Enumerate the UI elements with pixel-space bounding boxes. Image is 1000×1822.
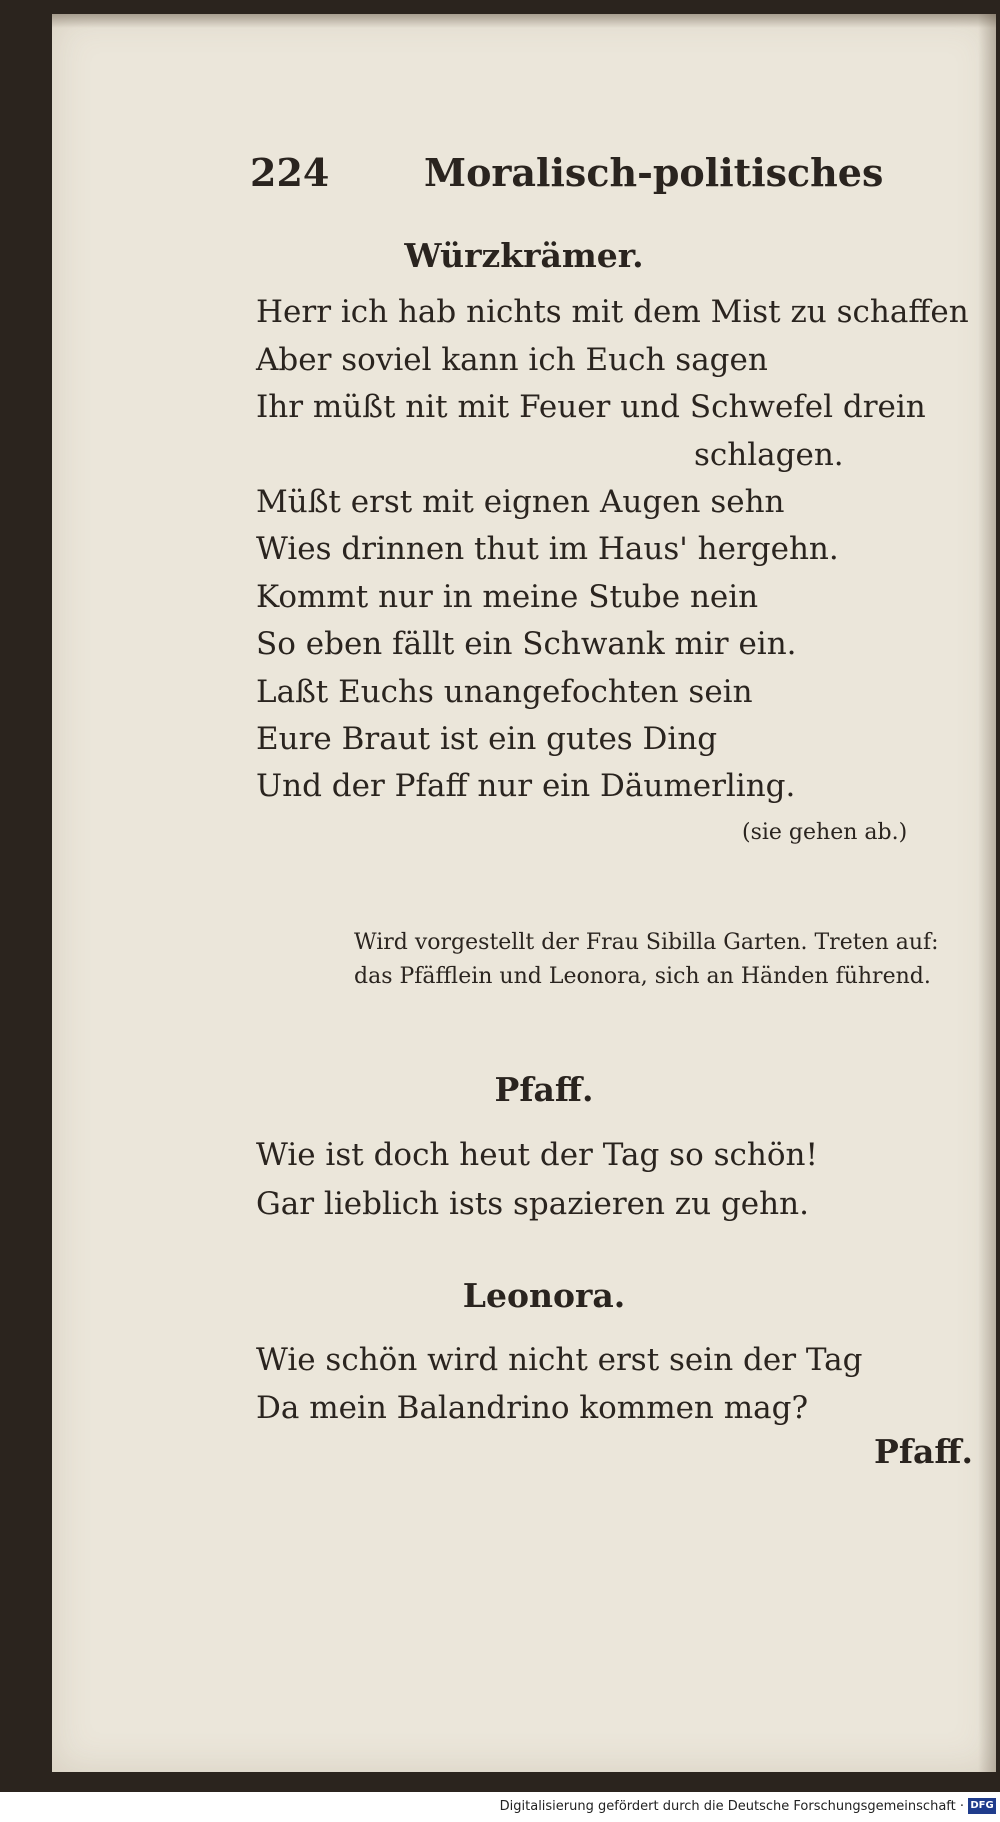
catchword: Pfaff.: [874, 1432, 973, 1471]
verse-line: Kommt nur in meine Stube nein: [256, 579, 759, 615]
verse-line: Wie schön wird nicht erst sein der Tag: [256, 1342, 863, 1378]
speaker-name: Leonora.: [462, 1276, 626, 1315]
verse-line: Herr ich hab nichts mit dem Mist zu schaffen: [256, 294, 969, 330]
page-number: 224: [250, 150, 330, 195]
stage-direction: (sie gehen ab.): [742, 820, 908, 845]
digitization-footer: [0, 1792, 1000, 1822]
verse-line: Aber soviel kann ich Euch sagen: [256, 342, 768, 378]
funding-credit: Digitalisierung gefördert durch die Deutsche Forschungsgemeinschaft ·: [499, 1799, 964, 1814]
verse-line: Wies drinnen thut im Haus' hergehn.: [256, 531, 839, 567]
verse-line: Ihr müßt nit mit Feuer und Schwefel drein: [256, 389, 926, 425]
verse-line: Laßt Euchs unangefochten sein: [256, 674, 753, 710]
verse-line: Wie ist doch heut der Tag so schön!: [256, 1137, 818, 1173]
running-head: Moralisch-politisches: [424, 150, 884, 195]
verse-line: Und der Pfaff nur ein Däumerling.: [256, 768, 796, 804]
verse-line: Eure Braut ist ein gutes Ding: [256, 721, 718, 757]
verse-line: Da mein Balandrino kommen mag?: [256, 1390, 809, 1426]
stage-direction-scene: Wird vorgestellt der Frau Sibilla Garten. Treten auf: das Pfäfflein und Leonora, sich an Händen führend.: [354, 930, 939, 989]
page-edge-shadow-right: [978, 14, 996, 1772]
verse-line-continuation: schlagen.: [694, 437, 844, 473]
speaker-name: Würzkrämer.: [404, 236, 644, 275]
verse-line: Gar lieblich ists spazieren zu gehn.: [256, 1186, 809, 1222]
book-page: [52, 14, 996, 1772]
page-edge-shadow-top: [52, 14, 996, 28]
speaker-name: Pfaff.: [494, 1070, 594, 1109]
dfg-logo: DFG: [968, 1798, 996, 1814]
verse-line: So eben fällt ein Schwank mir ein.: [256, 626, 797, 662]
verse-line: Müßt erst mit eignen Augen sehn: [256, 484, 785, 520]
